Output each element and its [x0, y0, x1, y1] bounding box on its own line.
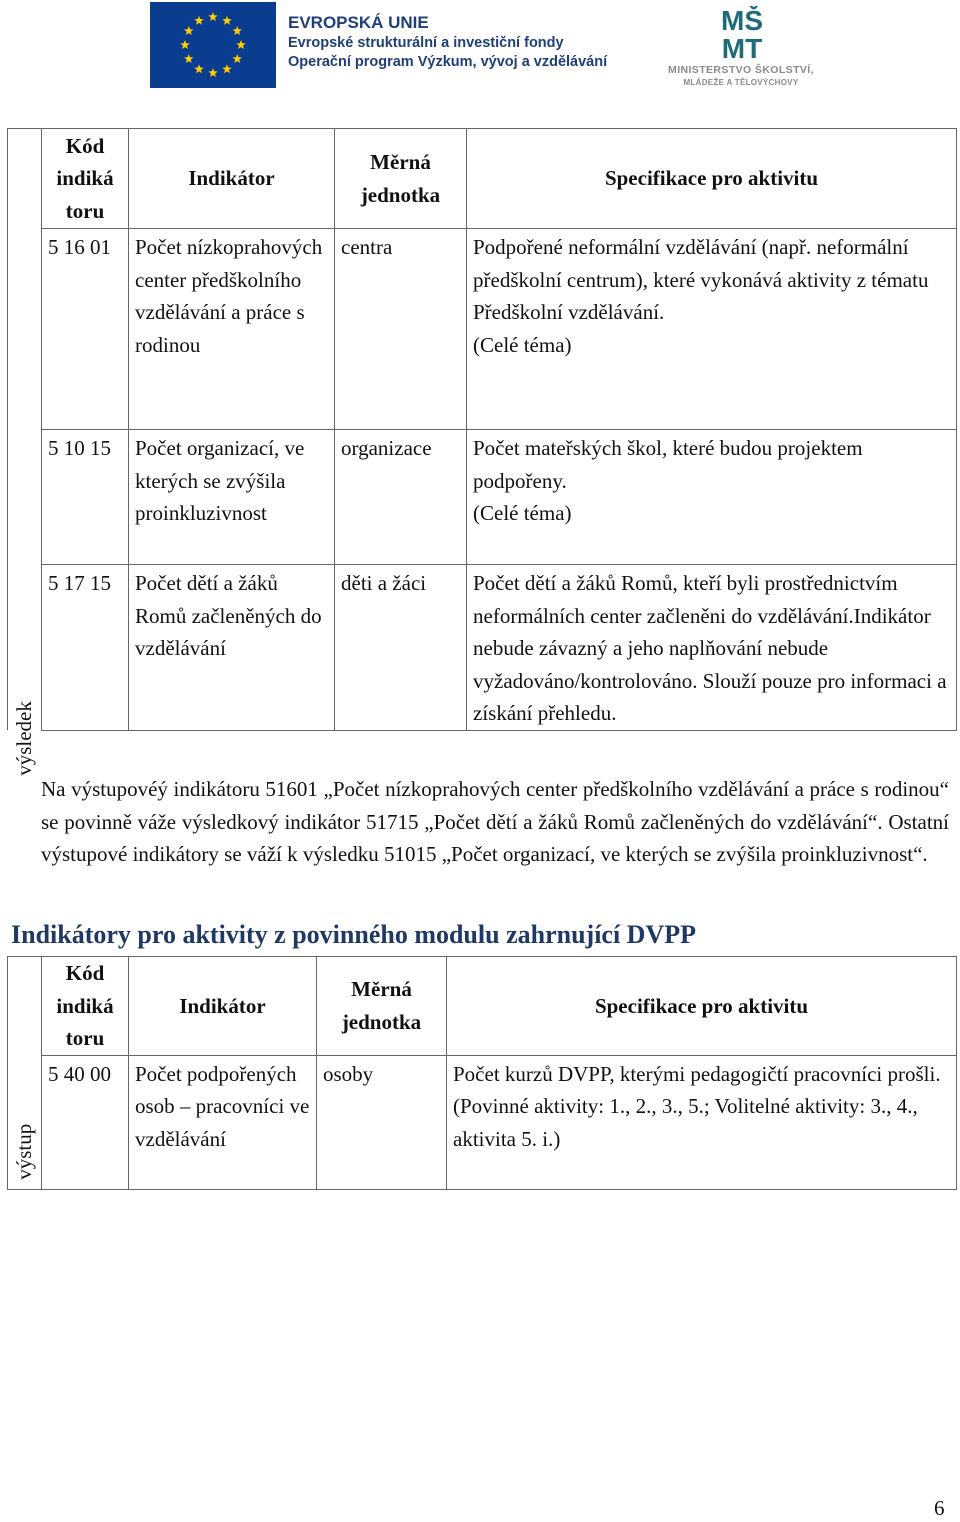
row-spec [447, 1055, 957, 1189]
row-code: 5 16 01 [42, 229, 129, 430]
svg-text:MT: MT [721, 33, 763, 60]
row-spec-note: (Celé téma) [473, 501, 572, 526]
side-label: výstup [12, 1123, 37, 1180]
linkage-paragraph: Na výstupovéý indikátoru 51601 „Počet nízkoprahových center předškolního vzdělávání a práce s rodinou“ se povinně váže výsledkový indikátor 51715 „Počet dětí a žáků Romů začleněných do vzdělávání“. Ostatní výstupové indikátory se váží k výsledku 51015 „Počet organizací, ve kterých se zvýšila proinkluzivnost“. [41, 777, 949, 867]
svg-text:MŠ: MŠ [721, 6, 763, 36]
row-unit: organizace [335, 430, 467, 565]
row-spec-text: Podpořené neformální vzdělávání (např. neformální předškolní centrum), které vykonává aktivity z tématu Předškolní vzdělávání. [473, 235, 929, 325]
row-indicator: Počet organizací, ve kterých se zvýšila proinkluzivnost [129, 430, 335, 565]
eu-title: EVROPSKÁ UNIE [288, 13, 429, 32]
header-unit: Měrná jednotka [317, 957, 447, 1056]
header-indicator: Indikátor [129, 957, 317, 1056]
page-number: 6 [934, 1496, 945, 1520]
table-row [8, 430, 957, 565]
side-label: výsledek [12, 701, 37, 777]
row-indicator: Počet dětí a žáků Romů začleněných do vzdělávání [129, 565, 335, 731]
msmt-line2: MLÁDEŽE A TĚLOVÝCHOVY [683, 78, 799, 87]
table-row [8, 1055, 957, 1189]
row-spec-text: Počet kurzů DVPP, kterými pedagogičtí pracovníci prošli. [453, 1061, 941, 1086]
msmt-line1: MINISTERSTVO ŠKOLSTVÍ, [668, 64, 814, 76]
row-spec-text: Počet mateřských škol, které budou projektem podpořeny. [473, 436, 863, 493]
header-code: Kód indiká toru [42, 129, 129, 229]
result-indicators-table [7, 128, 957, 777]
msmt-emblem-icon [694, 6, 790, 60]
header-spec: Specifikace pro aktivitu [467, 129, 957, 229]
section-heading: Indikátory pro aktivity z povinného modulu zahrnující DVPP [11, 920, 697, 949]
row-code: 5 40 00 [42, 1055, 129, 1189]
table-row [8, 565, 957, 731]
table-header-row [8, 957, 957, 1056]
row-code: 5 10 15 [42, 430, 129, 565]
row-spec-note: (Povinné aktivity: 1., 2., 3., 5.; Volitelné aktivity: 3., 4., aktivita 5. i.) [453, 1094, 918, 1151]
header-unit: Měrná jednotka [335, 129, 467, 229]
table-row [8, 229, 957, 430]
row-unit: centra [335, 229, 467, 430]
page-header [150, 2, 830, 90]
row-spec-note: (Celé téma) [473, 332, 572, 357]
row-indicator: Počet podpořených osob – pracovníci ve vzdělávání [129, 1055, 317, 1189]
output-indicators-table [7, 956, 957, 1190]
eu-flag-icon [150, 2, 276, 88]
header-spec: Specifikace pro aktivitu [447, 957, 957, 1056]
side-label-cell [8, 129, 42, 777]
header-code: Kód indiká toru [42, 957, 129, 1056]
header-indicator: Indikátor [129, 129, 335, 229]
row-unit: děti a žáci [335, 565, 467, 731]
msmt-logo [656, 6, 826, 88]
row-indicator: Počet nízkoprahových center předškolního vzdělávání a práce s rodinou [129, 229, 335, 430]
row-spec: Počet dětí a žáků Romů, kteří byli prostřednictvím neformálních center začleněni do vzdělávání.Indikátor nebude závazný a jeho naplňování nebude vyžadováno/kontrolováno. Slouží pouze pro informaci a získání přehledu. [467, 565, 957, 731]
side-label-cell [8, 957, 42, 1190]
row-unit: osoby [317, 1055, 447, 1189]
eu-logo-text [288, 12, 607, 72]
row-code: 5 17 15 [42, 565, 129, 731]
eu-program: Operační program Výzkum, vývoj a vzdělávání [288, 54, 608, 70]
row-spec [467, 430, 957, 565]
eu-subtitle: Evropské strukturální a investiční fondy [288, 35, 564, 51]
row-spec [467, 229, 957, 430]
table-header-row [8, 129, 957, 229]
